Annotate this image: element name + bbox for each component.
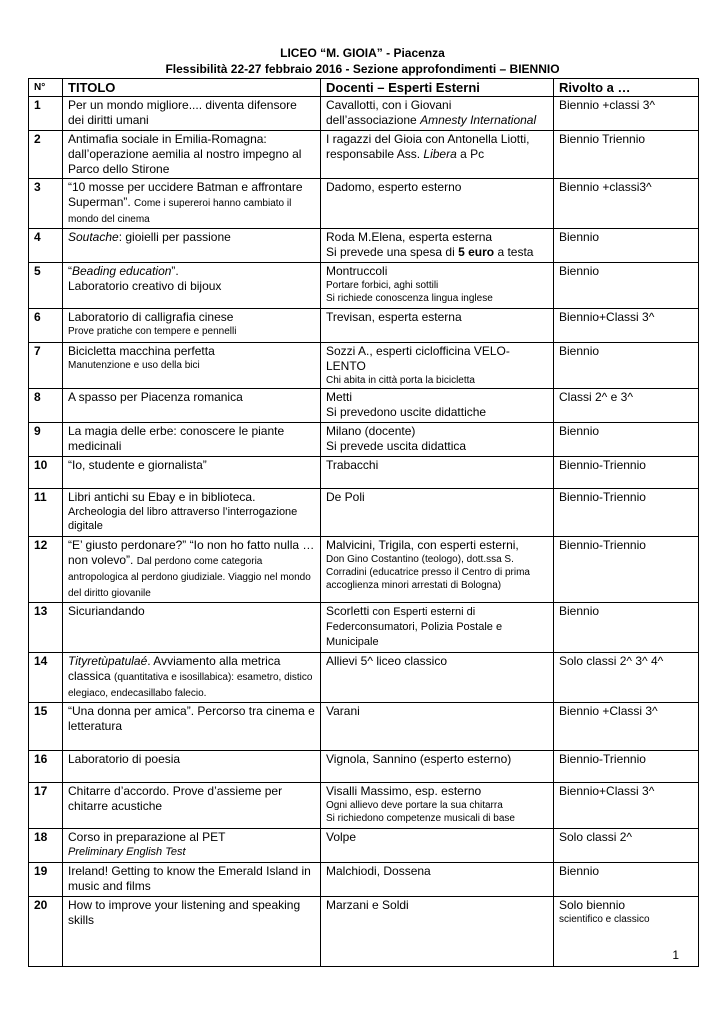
- table-row: [29, 863, 699, 897]
- row-teachers: Montruccoli Portare forbici, aghi sottili Si richiede conoscenza lingua inglese: [321, 263, 554, 309]
- row-audience: Biennio+Classi 3^: [554, 783, 699, 829]
- row-title: “E’ giusto perdonare?” “Io non ho fatto nulla … non volevo”. Dal perdono come categoria antropologica al perdono giudiziale. Viaggio nel mondo del diritto giovanile: [63, 537, 321, 603]
- row-title: Soutache: gioielli per passione: [63, 229, 321, 263]
- table-row: [29, 343, 699, 389]
- row-audience: Solo biennio scientifico e classico: [554, 897, 699, 967]
- table-row: [29, 829, 699, 863]
- row-teachers: Visalli Massimo, esp. esterno Ogni allievo deve portare la sua chitarra Si richiedono competenze musicali di base: [321, 783, 554, 829]
- table-row: [29, 703, 699, 751]
- document-title: LICEO “M. GIOIA” - Piacenza: [280, 46, 445, 60]
- row-teachers: Sozzi A., esperti ciclofficina VELO-LENTO Chi abita in città porta la bicicletta: [321, 343, 554, 389]
- row-number: 4: [29, 229, 63, 263]
- row-teachers: Varani: [321, 703, 554, 751]
- row-title: “10 mosse per uccidere Batman e affrontare Superman”. Come i supereroi hanno cambiato il mondo del cinema: [63, 179, 321, 229]
- row-number: 14: [29, 653, 63, 703]
- table-row: [29, 179, 699, 229]
- document-subtitle: Flessibilità 22-27 febbraio 2016 - Sezione approfondimenti – BIENNIO: [165, 62, 560, 76]
- row-number: 6: [29, 309, 63, 343]
- row-audience: Biennio-Triennio: [554, 457, 699, 489]
- row-number: 10: [29, 457, 63, 489]
- row-number: 2: [29, 131, 63, 179]
- row-number: 15: [29, 703, 63, 751]
- table-header-row: [29, 79, 699, 97]
- row-number: 20: [29, 897, 63, 967]
- row-title: Laboratorio di poesia: [63, 751, 321, 783]
- table-row: [29, 263, 699, 309]
- row-teachers: Trabacchi: [321, 457, 554, 489]
- row-teachers: Vignola, Sannino (esperto esterno): [321, 751, 554, 783]
- table-row: [29, 97, 699, 131]
- row-audience: Biennio: [554, 343, 699, 389]
- table-row: [29, 457, 699, 489]
- row-number: 11: [29, 489, 63, 537]
- row-title: La magia delle erbe: conoscere le piante medicinali: [63, 423, 321, 457]
- row-teachers: Dadomo, esperto esterno: [321, 179, 554, 229]
- row-title: Chitarre d’accordo. Prove d’assieme per chitarre acustiche: [63, 783, 321, 829]
- row-audience: Biennio: [554, 863, 699, 897]
- courses-table: [28, 78, 699, 967]
- row-teachers: Milano (docente) Si prevede uscita didattica: [321, 423, 554, 457]
- row-title: How to improve your listening and speaking skills: [63, 897, 321, 967]
- row-title: “Io, studente e giornalista”: [63, 457, 321, 489]
- row-audience: Biennio +classi3^: [554, 179, 699, 229]
- row-teachers: Trevisan, esperta esterna: [321, 309, 554, 343]
- row-title: “Beading education”. Laboratorio creativo di bijoux: [63, 263, 321, 309]
- row-title: Sicuriandando: [63, 603, 321, 653]
- row-title: Per un mondo migliore.... diventa difensore dei diritti umani: [63, 97, 321, 131]
- row-teachers: Malvicini, Trigila, con esperti esterni, Don Gino Costantino (teologo), dott.ssa S. Corradini (educatrice presso il Centro di prima accoglienza minori arrestati di Bologna): [321, 537, 554, 603]
- row-teachers: De Poli: [321, 489, 554, 537]
- table-row: [29, 131, 699, 179]
- header-rivolto: Rivolto a …: [554, 79, 699, 97]
- row-title: Libri antichi su Ebay e in biblioteca. Archeologia del libro attraverso l’interrogazione digitale: [63, 489, 321, 537]
- row-audience: Classi 2^ e 3^: [554, 389, 699, 423]
- header-docenti: Docenti – Esperti Esterni: [321, 79, 554, 97]
- table-row: [29, 423, 699, 457]
- row-title: Laboratorio di calligrafia cinese Prove pratiche con tempere e pennelli: [63, 309, 321, 343]
- row-title: A spasso per Piacenza romanica: [63, 389, 321, 423]
- row-teachers: Metti Si prevedono uscite didattiche: [321, 389, 554, 423]
- row-number: 16: [29, 751, 63, 783]
- page-number: 1: [672, 948, 679, 962]
- row-teachers: Roda M.Elena, esperta esterna Si prevede una spesa di 5 euro a testa: [321, 229, 554, 263]
- row-audience: Biennio-Triennio: [554, 537, 699, 603]
- row-audience: Solo classi 2^: [554, 829, 699, 863]
- row-number: 3: [29, 179, 63, 229]
- table-row: [29, 653, 699, 703]
- row-teachers: Marzani e Soldi: [321, 897, 554, 967]
- row-audience: Biennio-Triennio: [554, 489, 699, 537]
- row-teachers: Malchiodi, Dossena: [321, 863, 554, 897]
- row-number: 9: [29, 423, 63, 457]
- row-title: Antimafia sociale in Emilia-Romagna: dall’operazione aemilia al nostro impegno al Parco dello Stirone: [63, 131, 321, 179]
- row-title: Tityretùpatulaé. Avviamento alla metrica classica (quantitativa e isosillabica): esametro, distico elegiaco, endecasillabo falecio.: [63, 653, 321, 703]
- row-number: 1: [29, 97, 63, 131]
- row-teachers: Scorletti con Esperti esterni di Federconsumatori, Polizia Postale e Municipale: [321, 603, 554, 653]
- row-audience: Biennio +Classi 3^: [554, 703, 699, 751]
- table-row: [29, 389, 699, 423]
- row-title: Corso in preparazione al PET Preliminary English Test: [63, 829, 321, 863]
- row-number: 5: [29, 263, 63, 309]
- table-row: [29, 489, 699, 537]
- header-n: N°: [29, 79, 63, 97]
- row-number: 17: [29, 783, 63, 829]
- row-number: 13: [29, 603, 63, 653]
- table-row: [29, 229, 699, 263]
- row-number: 19: [29, 863, 63, 897]
- row-audience: Biennio+Classi 3^: [554, 309, 699, 343]
- header-titolo: TITOLO: [63, 79, 321, 97]
- row-number: 12: [29, 537, 63, 603]
- row-number: 8: [29, 389, 63, 423]
- row-audience: Biennio: [554, 423, 699, 457]
- table-row: [29, 603, 699, 653]
- row-number: 18: [29, 829, 63, 863]
- row-teachers: Cavallotti, con i Giovani dell’associazione Amnesty International: [321, 97, 554, 131]
- row-title: Bicicletta macchina perfetta Manutenzione e uso della bici: [63, 343, 321, 389]
- row-teachers: I ragazzi del Gioia con Antonella Liotti, responsabile Ass. Libera a Pc: [321, 131, 554, 179]
- row-audience: Biennio: [554, 263, 699, 309]
- row-title: “Una donna per amica”. Percorso tra cinema e letteratura: [63, 703, 321, 751]
- table-row: [29, 309, 699, 343]
- row-audience: Biennio Triennio: [554, 131, 699, 179]
- row-teachers: Volpe: [321, 829, 554, 863]
- table-row: [29, 783, 699, 829]
- table-row: [29, 897, 699, 967]
- row-teachers: Allievi 5^ liceo classico: [321, 653, 554, 703]
- table-row: [29, 751, 699, 783]
- row-audience: Biennio: [554, 229, 699, 263]
- row-title: Ireland! Getting to know the Emerald Island in music and films: [63, 863, 321, 897]
- row-number: 7: [29, 343, 63, 389]
- table-row: [29, 537, 699, 603]
- row-audience: Biennio +classi 3^: [554, 97, 699, 131]
- row-audience: Biennio: [554, 603, 699, 653]
- row-audience: Solo classi 2^ 3^ 4^: [554, 653, 699, 703]
- row-audience: Biennio-Triennio: [554, 751, 699, 783]
